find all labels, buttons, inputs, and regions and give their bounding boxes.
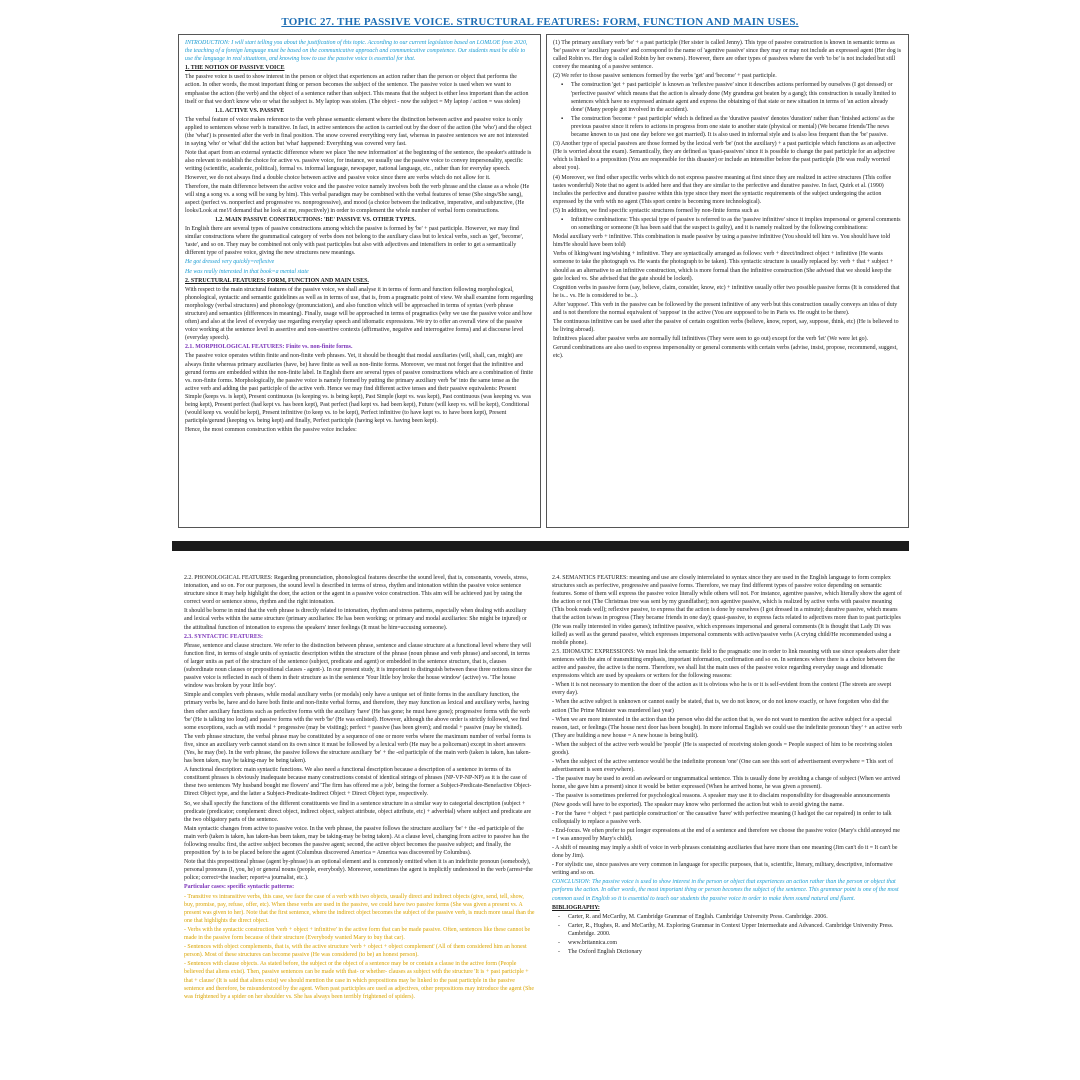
paragraph: 2.3. SYNTACTIC FEATURES: [184, 633, 263, 640]
paragraph: - Transitive vs intransitive verbs, this case, we face the case of a verb with two objects, usually direct and indirect objects (give, send, tell, show, buy, promise, pay, refuse, offer, etc). When these verbs are used in the passive, we could have two passive forms (She was given a present vs. A present was given to her). Note that the first sentence, where the indirect object becomes the subject of the passive verb, is much more usual than the one that highlights the direct object. [184, 893, 535, 924]
paragraph: 1.2. MAIN PASSIVE CONSTRUCTIONS: 'BE' PASSIVE VS. OTHER TYPES. [215, 216, 416, 223]
paragraph: - Carter, R. and McCarthy, M. Cambridge Grammar of English. Cambridge University Press. Cambridge. 2006. [552, 913, 903, 921]
paragraph: - www.britannica.com [552, 939, 903, 947]
page-bottom [178, 568, 909, 1072]
paragraph: Modal auxiliary verb + infinitive. This combination is made passive by using a passive infinitive (You should tell him vs. You should have told him/He should have been told) [553, 234, 891, 249]
paragraph: Note that this prepositional phrase (agent by-phrase) is an optional element and is commonly omitted when it is an indefinite pronoun (somebody), personal pronouns (I, you, he) or general nouns (people, everybody). Moreover, sometimes the agent is implicitly understood in the verb (arrest=the police; correct=the teacher; report=a journalist, etc.). [184, 859, 533, 882]
paragraph: 1.1. ACTIVE VS. PASSIVE [215, 107, 285, 114]
paragraph: CONCLUSION: The passive voice is used to show interest in the person or object that experiences an action rather than the person or object that performs the action. In other words, the most important thing or person becomes the subject of the sentence. This grammar point is one of the most common used in English so it is essential to teach our students the passive voice in order to make them sound natural and fluent. [552, 879, 899, 902]
paragraph: 2. STRUCTURAL FEATURES: FORM, FUNCTION AND MAIN USES. [185, 277, 369, 284]
paragraph: - Sentences with clause objects. As stated before, the subject or the object of a sentence may be or contain a clause in the active form (People believed that aliens exist). Then, passive sentences can be made with that- or whether- clauses as subject with the structure 'It is + past participle + that + clause' (It is said that aliens exist) we should mention the case in which prepositions may be linked to the past participle in the passive sentence and therefore, be misunderstood by the agent. When past participles are used as adjectives, other prepositions may introduce the agent (She was frightened by a spider on her shoulder vs. She has always been terribly frightened of spiders). [184, 961, 534, 1000]
paragraph: ▪ The construction 'become + past participle' which is defined as the 'durative passive' denotes 'duration' rather than 'finished actions' as the previous passive since it refers to actions in progress from one state to another state (physical or mental) (We became friends/The news became known to us just one day before we got married). It is also used in informal style and is also less frequent than the 'be' passive. [553, 115, 902, 139]
paragraph: Note that apart from an external syntactic difference where we place 'the new information' at the beginning of the sentence, the speaker's attitude is also relevant to establish the choice for active vs. passive voice, for instance, we usually use the passive voice to convey impersonality, specific writing (scientific, academic, political), formal vs. informal language, newspaper, national language, etc., rather than for everyday speech. However, we do not always find a double choice between active and passive voice since there are verbs which do not allow for it. [185, 150, 532, 181]
paragraph: - For stylistic use, since passives are very common in language for specific purposes, that is, scientific, literary, military, descriptive, informative writing and so on. [552, 862, 893, 877]
paragraph: The passive voice operates within finite and non-finite verb phrases. Yet, it should be thought that modal auxiliaries (will, shall, can, might) are always finite whereas primary auxiliaries (have, be) have finite as well as non-finite forms. Moreover, we must not forget that the infinitive and gerund forms are embedded within the non-finite label. In English there are several types of passive constructions which are a combination of finite vs. non-finite forms. Morphologically, the passive voice is namely formed by putting the primary auxiliary verb 'be' into the same tense as the active verb and adding the past participle of the active verb. Hence we may find different active tenses and their passive equivalents: Present Simple (keeps vs. is kept), Present continuous (is keeping vs. is being kept), Past Simple (kept vs. was kept), Past continuous (was keeping vs. was being kept), Present perfect (had kept vs. has been kept), Past perfect (had kept vs. had been kept), Future (will keep vs. will be kept), Conditional (would keep vs. would be kept), Present infinitive (to keep vs. to be kept), Perfect infinitive (to have kept vs. to have been kept), Present participle/gerund (keeping vs. being kept) and finally, Perfect participle (having kept vs. having been kept). [185, 353, 533, 425]
paragraph: (5) In addition, we find specific syntactic structures formed by non-finite forms such as [553, 207, 759, 214]
paragraph: - When we are more interested in the action than the person who did the action that is, we do not want to mention the active subject for a special reason, tact, or feelings (The house next door has been bought). In more informal English we could use the indefinite pronoun 'they' + an active verb (They are building a new house = A new house is being built). [552, 716, 902, 739]
paragraph: - Carter, R., Hughes, R. and McCarthy, M. Exploring Grammar in Context Upper Intermediate and Advanced. Cambridge University Press. Cambridge. 2000. [552, 922, 903, 938]
paragraph: (3) Another type of special passives are those formed by the lexical verb 'be' (not the auxiliary) + a past participle which functions as an adjective (He is worried about the exam). Semantically, they are defined as 'quasi-passives' since it is possible to change the past participle for an adjective which is linked to a preposition (You are responsible for this disaster) or include an intensifier before the past participle (He was really worried about you). [553, 141, 896, 172]
paragraph: 1. THE NOTION OF PASSIVE VOICE [185, 65, 285, 72]
paragraph: Infinitives placed after passive verbs are normally full infinitives (They were seen to go out) except for the verb 'let' (We were let go). [553, 336, 869, 343]
paragraph: So, we shall specify the functions of the different constituents we find in a sentence structure in a similar way to categorial description (subject + predicate (predicator; complement: direct object, indirect object, subject attribute, object attribute, etc) + adverbial) where subject and predicate are the two obligatory parts of the sentence. [184, 800, 532, 823]
page-top-left-column [178, 34, 541, 528]
paragraph: In English there are several types of passive constructions among which the passive is formed by 'be' + past participle. However, we may find similar constructions where the grammatical category of verbs does not belong to the auxiliary class but to lexical verbs, such as 'get', 'become', 'taste', and so on. They may be combined not only with past participles but also with adjectives and intensifiers in order to get a semantically different type of passive voice, giving the new structures new meanings. [185, 226, 524, 257]
paragraph: 2.2. PHONOLOGICAL FEATURES: Regarding pronunciation, phonological features describe the sound level, that is, consonants, vowels, stress, intonation, and so on. For our purposes, the sound level is described in terms of stress, rhythm and intonation within the passive voice sentence structure since it may help highlight the doer, the action or the agent in a passive voice construction. This aim will be achieved just by using the correct word or sentence stress, rhythm and the right intonation. [184, 575, 529, 606]
paragraph: - The Oxford English Dictionary [552, 948, 903, 956]
paragraph: Main syntactic changes from active to passive voice. In the verb phrase, the passive follows the structure auxiliary 'be' + the -ed participle of the main verb (taken is taken, has taken-has been taken, may be taking-may be being taken). At a clause level, changing from active to passive has the following results: first, the active subject becomes the passive agent; second, the active object becomes the passive subject; and finally, the preposition 'by' is to be placed before the agent (Columbus discovered America = America was discovered by Columbus). [184, 825, 529, 857]
paragraph: Simple and complex verb phrases, while modal auxiliary verbs (or modals) only have a unique set of finite forms in the auxiliary function, the primary verbs be, have and do have both finite and non-finite verbal forms, and therefore, they may function as lexical and auxiliary verbs, having then other auxiliary functions such as perfective forms with the auxiliary 'have' (He has gone; he must have gone); progressive forms with the verb 'be' (He is talking too loud) and passive forms with the verb 'be' (He was enlisted). However, although the above order is strictly followed, we find some exceptions, such as with modal + progressive (may be visiting); perfect + passive (has been given); and modal + passive (may be visited). [184, 692, 530, 731]
paragraph: - End-focus. We often prefer to put longer expressions at the end of a sentence and therefore we choose the passive voice (Mary's child annoyed me = I was annoyed by Mary's child). [552, 827, 900, 842]
paragraph: Cognition verbs in passive form (say, believe, claim, consider, know, etc) + infinitive usually offer two possible passive forms (It is considered that he is... vs. He is considered to be...). [553, 284, 900, 299]
paragraph: - Sentences with object complements, that is, with the active structure 'verb + object + object complement' (All of them considered him an honest person). Most of these structures can become passive (He was considered (to be) an honest person). [184, 944, 527, 959]
paragraph: He got dressed very quickly=reflexive [185, 259, 275, 266]
paragraph: - For the 'have + object + past participle construction' or 'the causative 'have' with perfective meaning (I had/got the car repaired) in order to talk colloquially to replace a passive verb. [552, 810, 892, 825]
paragraph: - When the active subject is unknown or cannot easily be stated, that is, we do not know, or do not know exactly, or have forgotten who did the action (The Prime Minister was murdered last year) [552, 699, 889, 714]
paragraph: - A shift of meaning may imply a shift of voice in verb phrases containing auxiliaries that have more than one meaning (Jim can't do it = It can't be done by Jim). [552, 845, 898, 860]
paragraph: 2.4. SEMANTICS FEATURES: meaning and use are closely interrelated to syntax since they are used in the English language to form complex structures such as perfective, progressive and passive forms. Therefore, we may find different types of passive voice depending on semantic features. Some of them will express the passive voice literally while others will not. For instance, agentive passive, which literally show the agent of the action or not (The Christmas tree was sent by my grandfather); non agentive passive, which is realized by active verbs with passive meaning (This book reads well); reflexive passive, to express that the action is done by ourselves (I got dressed in a minute); durative passive, which means that the action is/was in progress (They became friends in one day); quasi-passive, to express facts related to adjectives more than to past participles (He was really interested in video games); infinitive passive, which expresses impersonal and general comments (It is thought that Lady Di was killed) as well as the gerund passive, which expresses impersonal comments with active/passive verbs (A crying child/He recommended using a mobile phone). [552, 575, 902, 646]
paragraph: Gerund combinations are also used to express impersonality or general comments with certain verbs (advise, insist, propose, recommend, suggest, etc). [553, 345, 898, 360]
document-title: TOPIC 27. THE PASSIVE VOICE. STRUCTURAL FEATURES: FORM, FUNCTION AND MAIN USES. [281, 16, 799, 28]
paragraph: The verbal feature of voice makes reference to the verb phrase semantic element where the distinction between active and passive voice is only applied to sentences whose verb is transitive. In fact, in active sentences the action is carried out by the doer of the action (the 'who') and the object (the 'what') is presented after the verb in final position. The snow covered everything very fast, whereas in passive sentences we are not interested in saying 'who' or 'what' did the action but 'what' happened: Everything was covered very fast. [185, 116, 532, 148]
paragraph: BIBLIOGRAPHY: [552, 904, 600, 911]
paragraph: 2.5. IDIOMATIC EXPRESSIONS: We must link the semantic field to the pragmatic one in order to link meaning with use since speakers alter their sentences with the aim of transmitting emphasis, important information, confirmation and so on. In sentences where there is a choice between the active and passive, the active is the norm. Therefore, we shall list the main uses of the passive voice regarding everyday usage and idiomatic expressions which are used by speakers or writers for the following reasons: [552, 648, 901, 680]
paragraph: - The passive is sometimes preferred for psychological reasons. A speaker may use it to disclaim responsibility for disagreeable announcements (New goods will have to be exported). The speaker may know who performed the action but wish to avoid giving the name. [552, 793, 891, 808]
paragraph: (4) Moreover, we find other specific verbs which do not express passive meaning at first since they are realized in active structures (This coffee tastes wonderful) Note that no agent is added here and that they are similar to the perfective and durative passive. In fact, Quirk et al. (1990) includes the perfective and durative passive within this type since they meet the syntactic requirements of the subject undergoing the action expressed by the verb with no agent (This sport centre is becoming more technological). [553, 174, 892, 205]
paragraph: Phrase, sentence and clause structure. We refer to the distinction between phrase, sentence and clause structure at a functional level where they will function first, in terms of single units of syntactic description within the structure of the phrase (noun phrase and verb phrase) and second, in terms of larger units as part of the structure of the sentence (subject, predicate and agent) or embedded in the sentence structure, that is, clauses (subordinate noun clauses or prepositional clauses - agent-). In our present study, it is important to distinguish between these three notions since the passive voice is reflected in each of them in their structure as in the sentence 'Your little boy broke the house window' (active) vs. 'The house window was broken by your little boy'. [184, 642, 532, 690]
paragraph: INTRODUCTION: I will start telling you about the justification of this topic. According to our current legislation based on LOMLOE from 2020, the teaching of a foreign language must be based on the communicative approach and communicative competence. Our students must be able to use the language in real situations, and knowing how to use the passive voice is essential for that. [185, 40, 528, 63]
paragraph: - The passive may be used to avoid an awkward or ungrammatical sentence. This is usually done by avoiding a change of subject (When we arrived home, she gave him a present) since it would be better expressed (When he arrived home, he was given a present). [552, 776, 901, 791]
paragraph: It should be borne in mind that the verb phrase is directly related to intonation, rhythm and stress patterns, especially when dealing with auxiliary and lexical verbs within the same structure (primary auxiliaries: He has been working; or primary and modal auxiliaries: She might be injured) or the attitudinal function of intonation to express the speakers' inner feelings (It must be him=accusing someone). [184, 608, 527, 631]
paragraph: ▪ Infinitive combinations: This special type of passive is referred to as the 'passive infinitive' since it implies impersonal or general comments on something or someone (It has been said that the suspect is guilty), and it is namely realized by the following combinations: [553, 216, 902, 232]
paragraph: - When the subject of the active sentence would be the indefinite pronoun 'one' (One can see this sort of advertisement everywhere = This sort of advertisement is seen everywhere). [552, 759, 894, 774]
paragraph: - Verbs with the syntactic construction 'verb + object + infinitive' in the active form that can be made passive. Often, sentences like these cannot be made in the passive form because of their structure (Everybody wanted Mary to buy that car). [184, 926, 531, 942]
paragraph: Verbs of liking/want ing/wishing + infinitive. They are syntactically arranged as follows: verb + direct/indirect object + infinitive (He wants someone to take the photograph vs. He wants the photograph to be taken). This syntactic structure is usually replaced by: verb + that + subject + should as an alternative to an infinitive construction, which is more formal than the infinitive construction (She advised that we should keep the gate locked vs. She advised that the gate should be locked). [553, 251, 894, 282]
page-divider [172, 541, 909, 551]
paragraph: The passive voice is used to show interest in the person or object that experiences an action rather than the person or object that performs the action. In other words, the most important thing or person becomes the subject of the sentence. The passive voice is used when we want to emphasise the action (the verb) and the object of a sentence rather than subject. This means that the subject is either less important than the action itself or that we don't know who or what the subject is. My laptop was stolen. (The object - now the subject = My laptop / action = was stolen) [185, 74, 529, 105]
paragraph: Hence, the most common construction within the passive voice includes: [185, 427, 357, 434]
page-bottom-right-column [546, 568, 909, 1072]
paragraph: A functional description: main syntactic functions. We also need a functional description because a description of a sentence in terms of its constituent phrases is obviously inadequate because many constructions consist of identical strings of phrases (NP-VP-NP-NP) as it is the case of these two sentences 'My husband bought me flowers' and 'The firm has offered me a job', being the former a Subject-Predicate-Benefactive Object-Direct Object type, and the latter a Subject-Predicate-Indirect Object + Direct Object type, respectively. [184, 767, 532, 798]
paragraph: 2.1. MORPHOLOGICAL FEATURES: Finite vs. non-finite forms. [185, 344, 353, 351]
paragraph: With respect to the main structural features of the passive voice, we shall analyse it in terms of form and function following morphological, phonological, syntactic and semantic guidelines as well as in terms of use, that is, from a pragmatic point of view. We shall examine form regarding morphology (verbal structures) and phonology (pronunciation), and also function which will be approached in terms of syntax (verb phrase structure) and semantics (differences in meaning). Finally, usage will be approached in terms of pragmatics (why we use the passive voice and how often) and also at the level of everyday use regarding everyday speech and idiomatic expressions. We try to offer an overall view of the passive voice working at the sentence level in assertive and non-assertive contexts (affirmative, negative and interrogative forms) and at discourse level (everyday speech). [185, 286, 534, 342]
paragraph: He was really interested in that book=a mental state [185, 268, 309, 275]
paragraph: (1) The primary auxiliary verb 'be' + a past participle (Her sister is called Jenny). This type of passive construction is known in semantic terms as 'be' passive or 'auxiliary passive' and correspond to the name of 'agentive passive' since they may or may not include an expressed agent (Her dog is called Robin vs. Her dog is called Robin by her owners). However, there are other types of passives where the verb 'to be' is not included but still convey the meaning of a passive sentence. [553, 40, 902, 71]
page-top [178, 34, 909, 528]
paragraph: ▪ The construction 'get + past participle' is known as 'reflexive passive' since it describes actions performed by ourselves (I got dressed) or 'perfective passive' which means that the action is already done (My grandma got beaten by a gang); this construction is usually limited to sentences which have no expressed animate agent and express the obtaining of that state or new situation in terms of 'an action already done' (Many people got involved in the accident). [553, 81, 902, 113]
paragraph: - When the subject of the active verb would be 'people' (He is suspected of receiving stolen goods = People suspect of him to be receiving stolen goods). [552, 741, 893, 756]
page-top-right-column [546, 34, 909, 528]
paragraph: The verb phrase structure, the verbal phrase may be constituted by a sequence of one or more verbs where the maximum number of verbal forms is five, since an auxiliary verb cannot stand on its own since it must be followed by a lexical verb (He may be a policeman) except in short answers (Yes, he may (be). In the verb phrase, the passive follows the structure auxiliary 'be' + the -ed participle of the main verb (taken is taken, has taken-has been taken, may be taking-may be being taken). [184, 733, 531, 765]
paragraph: (2) We refer to those passive sentences formed by the verbs 'get' and 'become' + past participle. [553, 73, 777, 80]
paragraph: After 'suppose'. This verb in the passive can be followed by the present infinitive of any verb but this construction usually conveys an idea of duty and is not therefore the normal equivalent of 'suppose' in the active (You are supposed to be in Paris vs. He ought to be there). [553, 301, 898, 316]
paragraph: Particular cases: specific syntactic patterns: [184, 884, 295, 891]
paragraph: Therefore, the main difference between the active voice and the passive voice namely involves both the verb phrase and the clause as a whole (He will sing a song vs. a song will be sung by him). This verbal paradigm may be combined with the verbal features of tense (She sings/She sang), aspect (perfect vs. nonperfect and progressive vs. nonprogressive), and mood (a choice between the indicative, imperative, and subjunctive, (He looks/Look at me!/I demand that he look at me, respectively) in order to complement the whole number of verbal form constructions. [185, 183, 530, 214]
paragraph: - When it is not necessary to mention the doer of the action as it is obvious who he is or it is self-evident from the context (The streets are swept every day). [552, 682, 892, 697]
page-bottom-left-column [178, 568, 541, 1072]
paragraph: The continuous infinitive can be used after the passive of certain cognition verbs (believe, know, report, say, suppose, think, etc) (He is believed to be living abroad). [553, 319, 899, 334]
